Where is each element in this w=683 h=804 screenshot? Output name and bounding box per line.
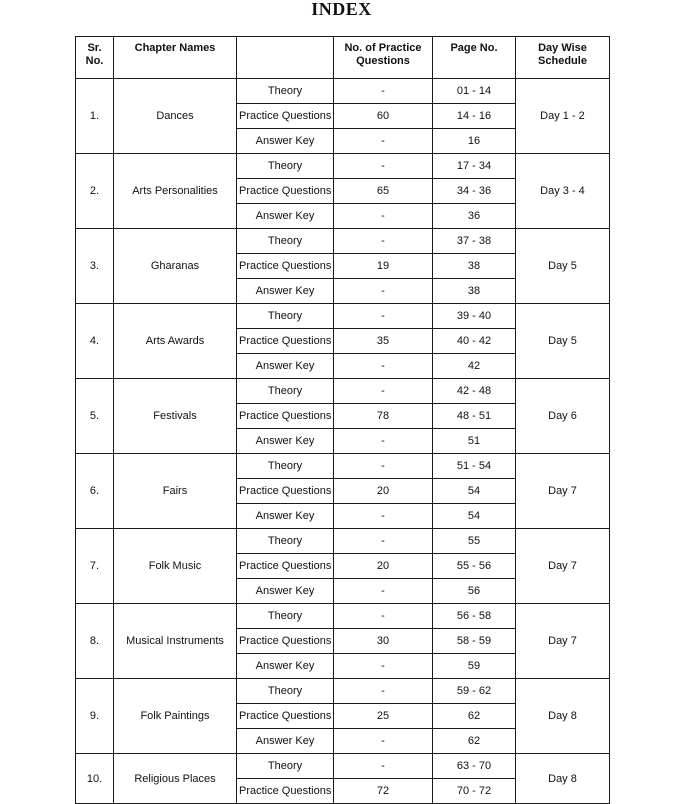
section-name: Answer Key — [237, 504, 334, 529]
chapter-name: Folk Music — [114, 529, 237, 604]
table-row — [76, 79, 610, 104]
page-range: 42 - 48 — [433, 379, 516, 404]
section-name: Practice Questions — [237, 479, 334, 504]
day-schedule: Day 7 — [516, 529, 610, 604]
page-range: 63 - 70 — [433, 754, 516, 779]
page-range: 55 - 56 — [433, 554, 516, 579]
day-schedule: Day 5 — [516, 229, 610, 304]
table-row — [76, 304, 610, 329]
page-range: 59 - 62 — [433, 679, 516, 704]
day-schedule: Day 1 - 2 — [516, 79, 610, 154]
section-name: Theory — [237, 529, 334, 554]
page-range: 36 — [433, 204, 516, 229]
page-range: 38 — [433, 254, 516, 279]
practice-question-count: - — [334, 579, 433, 604]
table-row — [76, 529, 610, 554]
chapter-name: Gharanas — [114, 229, 237, 304]
table-row — [76, 679, 610, 704]
page-range: 51 - 54 — [433, 454, 516, 479]
practice-question-count: 72 — [334, 779, 433, 804]
table-row — [76, 229, 610, 254]
practice-question-count: 60 — [334, 104, 433, 129]
page-range: 51 — [433, 429, 516, 454]
section-name: Answer Key — [237, 579, 334, 604]
practice-question-count: - — [334, 229, 433, 254]
header-sr-no: Sr. No. — [76, 37, 114, 79]
section-name: Answer Key — [237, 729, 334, 754]
page-range: 62 — [433, 704, 516, 729]
section-name: Theory — [237, 154, 334, 179]
section-name: Practice Questions — [237, 629, 334, 654]
practice-question-count: - — [334, 604, 433, 629]
section-name: Answer Key — [237, 354, 334, 379]
day-schedule: Day 6 — [516, 379, 610, 454]
section-name: Practice Questions — [237, 254, 334, 279]
section-name: Practice Questions — [237, 179, 334, 204]
practice-question-count: 20 — [334, 554, 433, 579]
section-name: Theory — [237, 454, 334, 479]
section-name: Practice Questions — [237, 329, 334, 354]
practice-question-count: - — [334, 129, 433, 154]
page-range: 58 - 59 — [433, 629, 516, 654]
page-range: 40 - 42 — [433, 329, 516, 354]
page-range: 34 - 36 — [433, 179, 516, 204]
section-name: Theory — [237, 604, 334, 629]
table-row — [76, 154, 610, 179]
practice-question-count: - — [334, 454, 433, 479]
header-section — [237, 37, 334, 79]
chapter-name: Arts Awards — [114, 304, 237, 379]
chapter-sr-no: 8. — [76, 604, 114, 679]
page-range: 55 — [433, 529, 516, 554]
page-range: 48 - 51 — [433, 404, 516, 429]
practice-question-count: - — [334, 679, 433, 704]
practice-question-count: - — [334, 654, 433, 679]
table-row — [76, 604, 610, 629]
chapter-sr-no: 2. — [76, 154, 114, 229]
header-day-wise-schedule: Day Wise Schedule — [516, 37, 610, 79]
page-range: 54 — [433, 479, 516, 504]
chapter-sr-no: 3. — [76, 229, 114, 304]
chapter-sr-no: 7. — [76, 529, 114, 604]
page-range: 59 — [433, 654, 516, 679]
page-range: 54 — [433, 504, 516, 529]
page-range: 17 - 34 — [433, 154, 516, 179]
page-range: 70 - 72 — [433, 779, 516, 804]
section-name: Answer Key — [237, 429, 334, 454]
chapter-sr-no: 6. — [76, 454, 114, 529]
header-practice-questions: No. of Practice Questions — [334, 37, 433, 79]
chapter-sr-no: 4. — [76, 304, 114, 379]
section-name: Practice Questions — [237, 554, 334, 579]
page-range: 38 — [433, 279, 516, 304]
section-name: Practice Questions — [237, 404, 334, 429]
section-name: Answer Key — [237, 654, 334, 679]
practice-question-count: 19 — [334, 254, 433, 279]
page-range: 01 - 14 — [433, 79, 516, 104]
day-schedule: Day 3 - 4 — [516, 154, 610, 229]
chapter-name: Festivals — [114, 379, 237, 454]
chapter-name: Dances — [114, 79, 237, 154]
practice-question-count: - — [334, 504, 433, 529]
header-page-no: Page No. — [433, 37, 516, 79]
page-range: 39 - 40 — [433, 304, 516, 329]
practice-question-count: 30 — [334, 629, 433, 654]
page-range: 56 — [433, 579, 516, 604]
chapter-sr-no: 5. — [76, 379, 114, 454]
chapter-name: Musical Instruments — [114, 604, 237, 679]
practice-question-count: - — [334, 79, 433, 104]
page-range: 56 - 58 — [433, 604, 516, 629]
practice-question-count: - — [334, 354, 433, 379]
section-name: Answer Key — [237, 279, 334, 304]
section-name: Practice Questions — [237, 779, 334, 804]
page-range: 62 — [433, 729, 516, 754]
chapter-sr-no: 10. — [76, 754, 114, 804]
table-header-row — [76, 37, 610, 79]
chapter-sr-no: 9. — [76, 679, 114, 754]
practice-question-count: - — [334, 304, 433, 329]
chapter-name: Arts Personalities — [114, 154, 237, 229]
page-range: 14 - 16 — [433, 104, 516, 129]
practice-question-count: 20 — [334, 479, 433, 504]
day-schedule: Day 8 — [516, 679, 610, 754]
practice-question-count: - — [334, 204, 433, 229]
chapter-sr-no: 1. — [76, 79, 114, 154]
section-name: Theory — [237, 304, 334, 329]
practice-question-count: - — [334, 429, 433, 454]
practice-question-count: 35 — [334, 329, 433, 354]
section-name: Practice Questions — [237, 104, 334, 129]
section-name: Theory — [237, 229, 334, 254]
page-range: 42 — [433, 354, 516, 379]
index-table — [75, 36, 610, 804]
day-schedule: Day 5 — [516, 304, 610, 379]
practice-question-count: - — [334, 529, 433, 554]
section-name: Theory — [237, 754, 334, 779]
practice-question-count: - — [334, 279, 433, 304]
section-name: Practice Questions — [237, 704, 334, 729]
page-title: INDEX — [311, 0, 372, 19]
chapter-name: Fairs — [114, 454, 237, 529]
chapter-name: Folk Paintings — [114, 679, 237, 754]
practice-question-count: 78 — [334, 404, 433, 429]
page-range: 16 — [433, 129, 516, 154]
day-schedule: Day 7 — [516, 604, 610, 679]
table-row — [76, 454, 610, 479]
practice-question-count: 25 — [334, 704, 433, 729]
page-range: 37 - 38 — [433, 229, 516, 254]
table-row — [76, 379, 610, 404]
practice-question-count: 65 — [334, 179, 433, 204]
index-table-body — [76, 79, 610, 804]
section-name: Theory — [237, 379, 334, 404]
chapter-name: Religious Places — [114, 754, 237, 804]
day-schedule: Day 7 — [516, 454, 610, 529]
practice-question-count: - — [334, 379, 433, 404]
practice-question-count: - — [334, 754, 433, 779]
section-name: Answer Key — [237, 129, 334, 154]
practice-question-count: - — [334, 729, 433, 754]
section-name: Theory — [237, 679, 334, 704]
day-schedule: Day 8 — [516, 754, 610, 804]
section-name: Theory — [237, 79, 334, 104]
header-chapter-names: Chapter Names — [114, 37, 237, 79]
section-name: Answer Key — [237, 204, 334, 229]
practice-question-count: - — [334, 154, 433, 179]
table-row — [76, 754, 610, 779]
